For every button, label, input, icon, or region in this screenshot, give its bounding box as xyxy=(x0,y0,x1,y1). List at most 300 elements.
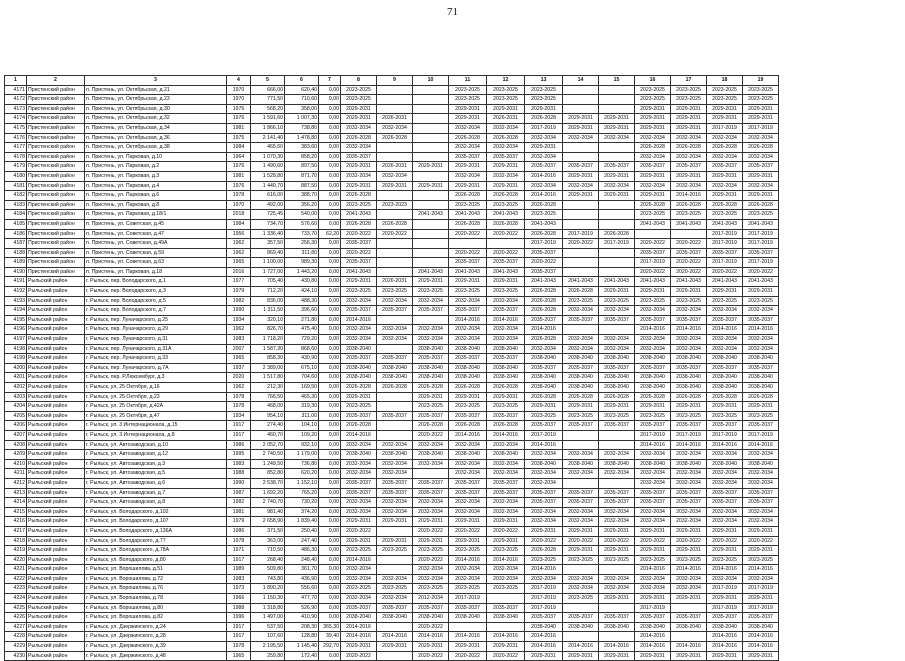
table-cell: 2032-2034 xyxy=(671,344,707,354)
table-cell: 2020-2022 xyxy=(671,239,707,249)
table-cell: 2029-2031 xyxy=(635,114,671,124)
table-cell: 2038-2040 xyxy=(487,613,525,623)
table-cell: 2038-2040 xyxy=(413,344,449,354)
table-row xyxy=(5,191,779,201)
table-cell: 2029-2031 xyxy=(563,114,599,124)
table-cell: 2038-2040 xyxy=(449,613,487,623)
table-cell: 0,00 xyxy=(319,162,341,172)
table-cell: 2023-2025 xyxy=(671,85,707,95)
table-cell: 1 100,00 xyxy=(251,258,285,268)
table-cell: 2032-2034 xyxy=(377,335,413,345)
table-cell: 2029-2031 xyxy=(743,546,779,556)
table-cell: 2029-2031 xyxy=(413,181,449,191)
table-cell: 2041-2043 xyxy=(413,267,449,277)
table-cell: 2029-2031 xyxy=(743,191,779,201)
table-cell: 2035-2037 xyxy=(449,478,487,488)
table-cell: 2038-2040 xyxy=(671,373,707,383)
table-cell xyxy=(563,248,599,258)
table-cell: 2032-2034 xyxy=(413,459,449,469)
table-cell: 4199 xyxy=(5,354,27,364)
table-row xyxy=(5,613,779,623)
column-header: 18 xyxy=(707,76,743,86)
table-cell: 0,00 xyxy=(319,430,341,440)
table-cell: 320,10 xyxy=(251,315,285,325)
table-cell: 2038-2040 xyxy=(525,383,563,393)
table-cell: 4213 xyxy=(5,488,27,498)
table-cell: 2032-2034 xyxy=(377,507,413,517)
table-cell: Рыльский район xyxy=(27,565,85,575)
table-body xyxy=(5,85,779,661)
table-cell: г. Рыльск, ул. 25 Октября, д.23 xyxy=(85,392,227,402)
table-cell: 2029-2031 xyxy=(635,651,671,661)
table-cell: 4181 xyxy=(5,181,27,191)
table-cell: 2029-2031 xyxy=(563,546,599,556)
table-cell: Рыльский район xyxy=(27,555,85,565)
table-cell: 2029-2031 xyxy=(635,526,671,536)
table-cell: 2032-2034 xyxy=(743,152,779,162)
table-cell: 109,20 xyxy=(285,430,319,440)
table-cell: 4211 xyxy=(5,469,27,479)
table-cell: г. Рыльск, пер. Володарского, д.5 xyxy=(85,296,227,306)
table-cell: 2032-2034 xyxy=(525,478,563,488)
table-cell: 2032-2034 xyxy=(377,574,413,584)
table-cell: 2020-2022 xyxy=(743,536,779,546)
table-cell: 2032-2034 xyxy=(563,469,599,479)
table-cell: 1 145,40 xyxy=(285,642,319,652)
table-cell xyxy=(413,315,449,325)
table-cell: 107,60 xyxy=(251,632,285,642)
table-cell: 2038-2040 xyxy=(377,373,413,383)
table-cell: 2020-2022 xyxy=(671,267,707,277)
table-cell: 2023-2025 xyxy=(341,200,377,210)
table-cell: 2035-2037 xyxy=(599,613,635,623)
table-cell: 765,20 xyxy=(285,488,319,498)
table-cell: 4192 xyxy=(5,287,27,297)
table-cell: 2038-2040 xyxy=(341,344,377,354)
table-cell: 2029-2031 xyxy=(449,104,487,114)
table-cell: 0,00 xyxy=(319,239,341,249)
table-cell: 2029-2031 xyxy=(743,651,779,661)
table-cell: 730,20 xyxy=(285,498,319,508)
table-cell: 2032-2034 xyxy=(449,335,487,345)
table-row xyxy=(5,584,779,594)
table-cell: 1989 xyxy=(227,565,251,575)
table-cell: 4189 xyxy=(5,258,27,268)
table-cell: 2026-2028 xyxy=(449,421,487,431)
table-cell: п. Пристень, ул. Советская, д.63 xyxy=(85,258,227,268)
table-cell: Рыльский район xyxy=(27,594,85,604)
table-cell: 2020-2022 xyxy=(707,267,743,277)
table-cell: 1 890,20 xyxy=(251,584,285,594)
table-cell: Рыльский район xyxy=(27,622,85,632)
column-header: 17 xyxy=(671,76,707,86)
table-cell: 2032-2034 xyxy=(671,306,707,316)
table-cell: 2023-2025 xyxy=(599,411,635,421)
table-cell: 4185 xyxy=(5,219,27,229)
table-cell: Пристенский район xyxy=(27,143,85,153)
table-cell: 2020-2022 xyxy=(635,536,671,546)
table-cell: 1 336,40 xyxy=(251,229,285,239)
table-cell xyxy=(599,248,635,258)
table-cell: 2032-2034 xyxy=(341,171,377,181)
table-cell: 0,00 xyxy=(319,383,341,393)
table-cell: 2038-2040 xyxy=(743,622,779,632)
table-cell: 2029-2031 xyxy=(563,402,599,412)
table-cell: 0,00 xyxy=(319,171,341,181)
table-cell: 2020-2022 xyxy=(599,536,635,546)
table-row xyxy=(5,459,779,469)
table-cell: 2020-2022 xyxy=(449,526,487,536)
table-cell xyxy=(377,258,413,268)
table-cell: 2032-2034 xyxy=(563,450,599,460)
table-cell: 2014-2016 xyxy=(487,315,525,325)
table-cell: 2026-2028 xyxy=(413,421,449,431)
table-cell: 2029-2031 xyxy=(377,536,413,546)
table-cell: 1 497,00 xyxy=(251,613,285,623)
table-cell: 2038-2040 xyxy=(743,373,779,383)
table-cell: 2038-2040 xyxy=(743,383,779,393)
table-cell: 1981 xyxy=(227,171,251,181)
table-cell: 4229 xyxy=(5,642,27,652)
table-cell: 2032-2034 xyxy=(743,507,779,517)
table-cell: 4172 xyxy=(5,95,27,105)
table-cell: 766,50 xyxy=(251,392,285,402)
table-cell: 2014-2016 xyxy=(525,632,563,642)
table-cell: п. Пристень, ул. Октябрьская, д.23 xyxy=(85,95,227,105)
table-cell: 540,00 xyxy=(285,210,319,220)
table-cell: 2032-2034 xyxy=(707,152,743,162)
table-cell: 1 152,10 xyxy=(285,478,319,488)
table-cell: 2023-2025 xyxy=(449,546,487,556)
table-cell xyxy=(487,594,525,604)
table-cell: 2038-2040 xyxy=(487,450,525,460)
table-cell: 2035-2037 xyxy=(487,306,525,316)
table-cell: 2014-2016 xyxy=(707,440,743,450)
table-cell: 0,00 xyxy=(319,85,341,95)
table-cell: 537,50 xyxy=(251,622,285,632)
table-cell xyxy=(377,430,413,440)
table-cell: 2038-2040 xyxy=(377,450,413,460)
table-cell: 2014-2016 xyxy=(707,565,743,575)
table-row xyxy=(5,594,779,604)
table-cell: 2032-2034 xyxy=(635,478,671,488)
table-cell: Пристенский район xyxy=(27,123,85,133)
table-cell: 2032-2034 xyxy=(599,507,635,517)
table-cell: 2026-2028 xyxy=(671,392,707,402)
table-cell: 2035-2037 xyxy=(635,363,671,373)
table-cell: 2032-2034 xyxy=(341,574,377,584)
table-cell: Пристенский район xyxy=(27,229,85,239)
table-cell: 0,00 xyxy=(319,123,341,133)
table-cell: 2026-2028 xyxy=(377,219,413,229)
table-cell: 2029-2031 xyxy=(599,123,635,133)
table-cell: 2029-2031 xyxy=(341,277,377,287)
table-cell: Пристенский район xyxy=(27,248,85,258)
table-cell: 2017-2019 xyxy=(525,584,563,594)
table-cell: 2023-2025 xyxy=(487,200,525,210)
table-cell: 2023-2025 xyxy=(487,85,525,95)
table-cell: 2026-2031 xyxy=(487,114,525,124)
table-cell: 2035-2037 xyxy=(377,306,413,316)
table-cell: 2035-2037 xyxy=(563,613,599,623)
table-cell: 2029-2031 xyxy=(449,392,487,402)
table-cell: 0,00 xyxy=(319,392,341,402)
table-cell: 2026-2028 xyxy=(707,392,743,402)
table-cell: 4217 xyxy=(5,526,27,536)
table-cell xyxy=(413,143,449,153)
table-cell: 4197 xyxy=(5,335,27,345)
table-cell: 2023-2025 xyxy=(487,402,525,412)
table-cell: 0,00 xyxy=(319,114,341,124)
table-cell: 2032-2034 xyxy=(707,133,743,143)
table-cell: 1978 xyxy=(227,642,251,652)
table-cell: 4193 xyxy=(5,296,27,306)
table-cell: 2032-2034 xyxy=(487,171,525,181)
table-cell: 2032-2034 xyxy=(413,507,449,517)
table-cell: 2026-2028 xyxy=(635,392,671,402)
table-cell: 2029-2031 xyxy=(413,277,449,287)
table-cell: 2014-2016 xyxy=(449,430,487,440)
table-cell: 2020-2022 xyxy=(341,526,377,536)
table-cell: 2035-2037 xyxy=(449,306,487,316)
table-cell: 2032-2034 xyxy=(671,507,707,517)
table-cell xyxy=(377,191,413,201)
table-cell: 2038-2040 xyxy=(599,459,635,469)
table-cell: Рыльский район xyxy=(27,574,85,584)
table-cell: 2038-2040 xyxy=(563,373,599,383)
table-cell: 2020-2022 xyxy=(487,229,525,239)
table-row xyxy=(5,200,779,210)
table-cell: 2026-2028 xyxy=(671,143,707,153)
table-cell: 2032-2034 xyxy=(377,296,413,306)
table-cell: 4180 xyxy=(5,171,27,181)
column-header: 19 xyxy=(743,76,779,86)
table-row xyxy=(5,373,779,383)
table-cell: 616,00 xyxy=(251,191,285,201)
table-cell: 1 517,80 xyxy=(251,373,285,383)
table-cell: 259,80 xyxy=(251,651,285,661)
table-cell: 2029-2031 xyxy=(743,594,779,604)
table-cell: 2032-2034 xyxy=(743,517,779,527)
table-cell: 4183 xyxy=(5,200,27,210)
table-cell: 2023-2025 xyxy=(449,402,487,412)
table-cell: 2032-2034 xyxy=(671,181,707,191)
table-cell: 2032-2034 xyxy=(449,296,487,306)
table-cell: 897,50 xyxy=(285,162,319,172)
table-cell: 1978 xyxy=(227,392,251,402)
table-cell: п. Пристень, ул. Советская, д.59 xyxy=(85,248,227,258)
table-cell: 2029-2031 xyxy=(707,594,743,604)
table-cell: 2038-2040 xyxy=(743,459,779,469)
table-cell: 2020-2022 xyxy=(449,651,487,661)
table-cell: 2032-2034 xyxy=(599,574,635,584)
table-cell: 2014-2016 xyxy=(525,440,563,450)
table-cell: 2032-2034 xyxy=(599,450,635,460)
table-cell: п. Пристень, ул. Парковая, д.4 xyxy=(85,181,227,191)
table-cell xyxy=(449,622,487,632)
table-cell: 2032-2034 xyxy=(671,133,707,143)
table-cell: 2032-2034 xyxy=(671,584,707,594)
table-cell xyxy=(599,210,635,220)
table-cell: 2023-2025 xyxy=(487,584,525,594)
table-cell: 2038-2040 xyxy=(707,373,743,383)
table-cell: 2026-2028 xyxy=(707,200,743,210)
table-cell: Пристенский район xyxy=(27,258,85,268)
table-cell: 2023-2025 xyxy=(525,85,563,95)
table-cell: 1984 xyxy=(227,143,251,153)
table-cell: 2032-2034 xyxy=(449,459,487,469)
table-cell: 2020-2022 xyxy=(377,229,413,239)
table-cell: Рыльский район xyxy=(27,392,85,402)
table-cell: 4178 xyxy=(5,152,27,162)
table-cell: 2035-2037 xyxy=(707,248,743,258)
table-cell: 2026-2028 xyxy=(341,191,377,201)
table-cell: 736,80 xyxy=(285,459,319,469)
table-cell xyxy=(377,95,413,105)
table-cell xyxy=(413,191,449,201)
table-cell: 1978 xyxy=(227,191,251,201)
table-cell: 2014-2016 xyxy=(671,565,707,575)
table-cell: 0,00 xyxy=(319,248,341,258)
table-cell: 2041-2043 xyxy=(525,219,563,229)
table-cell: 2032-2034 xyxy=(563,344,599,354)
table-cell: 2038-2040 xyxy=(635,383,671,393)
table-cell: 2029-2031 xyxy=(743,287,779,297)
column-header: 4 xyxy=(227,76,251,86)
table-cell: г. Рыльск, ул. 25 Октября, д.47 xyxy=(85,411,227,421)
table-cell: 2032-2034 xyxy=(743,335,779,345)
table-cell: 1 007,30 xyxy=(285,114,319,124)
table-cell: 2038-2040 xyxy=(525,373,563,383)
table-cell: 2038-2040 xyxy=(563,383,599,393)
table-cell: п. Пристень, ул. Советская, д.47 xyxy=(85,229,227,239)
table-cell: п. Пристень, ул. Парковая, д.6 xyxy=(85,191,227,201)
table-cell: 2041-2043 xyxy=(413,210,449,220)
table-cell: 2029-2031 xyxy=(487,181,525,191)
table-cell: 2026-2028 xyxy=(743,143,779,153)
table-cell: 1917 xyxy=(227,555,251,565)
table-cell: 2038-2040 xyxy=(449,363,487,373)
table-cell: 128,80 xyxy=(285,632,319,642)
table-cell: 271,80 xyxy=(285,315,319,325)
table-cell: 363,00 xyxy=(251,536,285,546)
table-row xyxy=(5,239,779,249)
table-cell xyxy=(413,104,449,114)
table-cell: 0,00 xyxy=(319,363,341,373)
table-cell xyxy=(599,632,635,642)
table-cell: 2032-2034 xyxy=(635,450,671,460)
table-cell: 2029-2031 xyxy=(707,171,743,181)
table-cell: 2017-2019 xyxy=(743,584,779,594)
table-cell: г. Рыльск, пер. Володарского, д.3 xyxy=(85,287,227,297)
table-row xyxy=(5,642,779,652)
table-cell xyxy=(377,344,413,354)
table-cell: Рыльский район xyxy=(27,642,85,652)
table-cell: 2041-2043 xyxy=(707,219,743,229)
table-row xyxy=(5,296,779,306)
table-cell: 2032-2034 xyxy=(487,440,525,450)
table-cell: 2023-2025 xyxy=(449,85,487,95)
table-cell xyxy=(377,239,413,249)
table-cell: 2017-2019 xyxy=(743,229,779,239)
column-header: 3 xyxy=(85,76,227,86)
table-cell: 712,20 xyxy=(251,287,285,297)
table-cell: п. Пристень, ул. Октябрьская, д.30 xyxy=(85,104,227,114)
table-cell: 0,00 xyxy=(319,354,341,364)
table-cell: 2023-2025 xyxy=(341,95,377,105)
table-cell: 2032-2034 xyxy=(635,584,671,594)
table-cell: 2035-2037 xyxy=(341,603,377,613)
table-cell: 2035-2037 xyxy=(707,613,743,623)
table-cell: 2014-2016 xyxy=(525,642,563,652)
table-cell: 2023-2025 xyxy=(707,85,743,95)
table-row xyxy=(5,430,779,440)
table-cell: 2032-2034 xyxy=(599,133,635,143)
table-cell: 2029-2031 xyxy=(341,162,377,172)
table-cell: 358,00 xyxy=(285,104,319,114)
table-cell: 2041-2043 xyxy=(635,219,671,229)
table-cell: г. Рыльск, ул. Автозаводская, д.5 xyxy=(85,469,227,479)
table-cell: 2032-2034 xyxy=(707,335,743,345)
table-cell: 39,40 xyxy=(319,632,341,642)
table-cell: 274,40 xyxy=(251,421,285,431)
table-cell: 2023-2025 xyxy=(707,95,743,105)
table-cell: 852,80 xyxy=(251,469,285,479)
table-cell: 2026-2028 xyxy=(563,287,599,297)
table-cell: 2032-2034 xyxy=(413,325,449,335)
table-cell: 4224 xyxy=(5,594,27,604)
table-row xyxy=(5,229,779,239)
table-cell: 2032-2034 xyxy=(449,325,487,335)
table-cell: 430,80 xyxy=(285,277,319,287)
table-row xyxy=(5,440,779,450)
table-cell: Рыльский район xyxy=(27,498,85,508)
table-cell: 2032-2034 xyxy=(487,507,525,517)
table-row xyxy=(5,383,779,393)
table-cell: 2014-2016 xyxy=(599,642,635,652)
table-cell: 4225 xyxy=(5,603,27,613)
table-cell: 4216 xyxy=(5,517,27,527)
table-cell: 2038-2040 xyxy=(563,459,599,469)
table-cell: 460,70 xyxy=(251,430,285,440)
table-row xyxy=(5,306,779,316)
column-header: 10 xyxy=(413,76,449,86)
table-cell xyxy=(413,200,449,210)
table-cell: 1976 xyxy=(227,114,251,124)
table-cell: Рыльский район xyxy=(27,478,85,488)
table-cell: 2023-2025 xyxy=(487,287,525,297)
table-cell: 2035-2037 xyxy=(525,315,563,325)
table-cell xyxy=(599,85,635,95)
table-cell: 2032-2034 xyxy=(341,296,377,306)
table-cell: 2029-2031 xyxy=(599,114,635,124)
table-cell: 2014-2016 xyxy=(743,642,779,652)
table-cell: 2026-2028 xyxy=(635,143,671,153)
table-cell: 436,90 xyxy=(285,574,319,584)
table-cell: 2026-2028 xyxy=(341,133,377,143)
table-cell: 1917 xyxy=(227,632,251,642)
table-cell: 0,00 xyxy=(319,402,341,412)
table-cell: 2014-2016 xyxy=(635,565,671,575)
table-cell: 738,80 xyxy=(285,123,319,133)
table-cell: 2017-2019 xyxy=(743,258,779,268)
table-cell: 2026-2028 xyxy=(487,421,525,431)
table-cell: 2026-2028 xyxy=(525,306,563,316)
column-header: 1 xyxy=(5,76,27,86)
table-cell xyxy=(449,239,487,249)
table-cell: 2035-2037 xyxy=(525,267,563,277)
table-cell: 1 866,10 xyxy=(251,123,285,133)
